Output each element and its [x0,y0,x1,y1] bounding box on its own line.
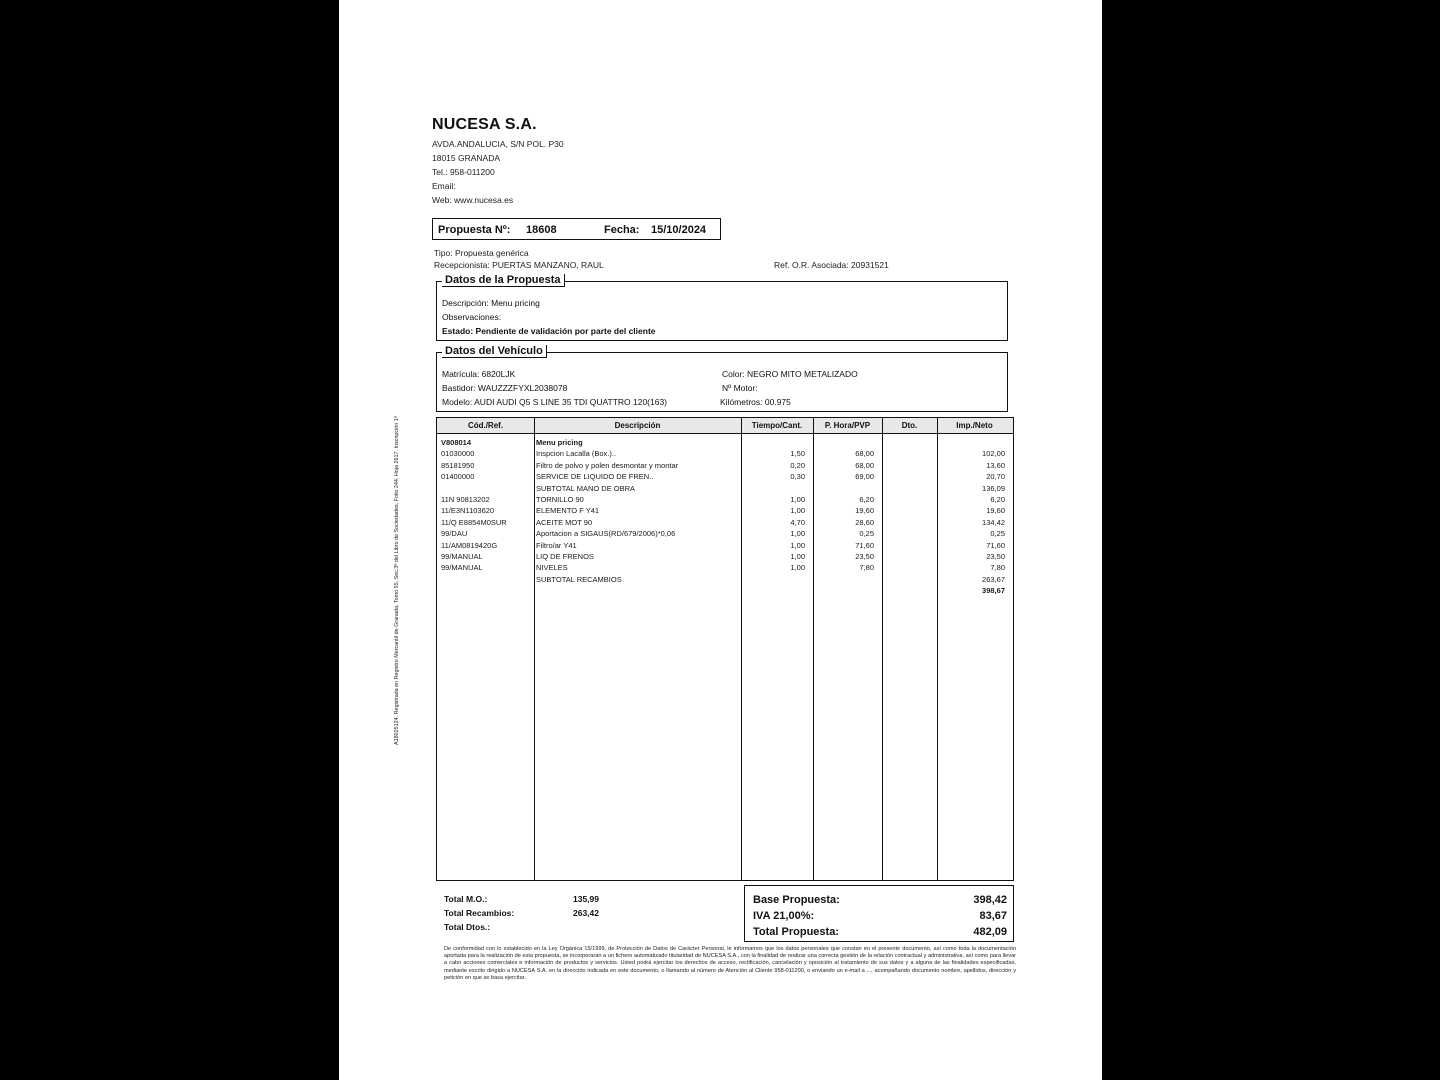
cell-net: 0,25 [990,529,1005,539]
base-label: Base Propuesta: [753,894,840,906]
cell-description: ELEMENTO F Y41 [536,506,600,516]
proposal-data-section [436,274,1008,341]
total-parts-label: Total Recambios: [444,908,515,918]
line-items-table [436,417,1014,881]
cell-description: Filtro/ar Y41 [536,540,577,550]
proposal-observations: Observaciones: [442,312,502,322]
cell-price: 68,00 [855,460,874,470]
cell-quantity: 1,00 [790,563,805,573]
cell-net: 71,60 [986,540,1005,550]
company-web: Web: www.nucesa.es [432,195,514,205]
total-parts-value: 263,42 [573,908,599,918]
proposal-ref: Ref. O.R. Asociada: 20931521 [774,260,889,270]
cell-description: Aportacion a SIGAUS(RD/679/2006)*0,06 [536,529,676,539]
company-phone: Tel.: 958-011200 [432,167,495,177]
cell-code: 11/AM0819420G [441,540,498,550]
company-city: 18015 GRANADA [432,153,501,163]
cell-code: 99/MANUAL [441,563,483,573]
cell-quantity: 1,00 [790,540,805,550]
cell-description: TORNILLO 90 [536,495,584,504]
cell-price: 7,80 [859,563,874,573]
cell-quantity: 0,20 [790,460,805,470]
cell-quantity: 1,00 [790,552,805,561]
company-name: NUCESA S.A. [432,116,537,133]
cell-description: ACEITE MOT 90 [536,517,593,527]
cell-net: 7,80 [990,563,1005,573]
proposal-header-box [432,218,721,240]
registry-sidenote: A18025124. Registrada en Registro Mercantil de Granada, Tomo 55, Sec.3ª del Libro de Sociedades, Folio 244, Hoja 2617. Inscripción 1ª [394,416,400,745]
table-column-divider [741,418,814,880]
proposal-status: Estado: Pendiente de validación por parte del cliente [442,326,656,336]
proposal-type: Tipo: Propuesta genérica [434,248,529,258]
proposal-data-title: Datos de la Propuesta [442,274,565,287]
cell-quantity: 4,70 [790,517,805,527]
cell-description: Menu pricing [536,438,583,447]
total-label: Total Propuesta: [753,926,839,938]
cell-price: 0,25 [859,529,874,539]
header-net: Imp./Neto [956,421,993,430]
cell-code: 01030000 [441,449,475,459]
cell-net: 102,00 [982,449,1005,459]
cell-quantity: 1,00 [790,495,805,504]
cell-net: 23,50 [986,552,1005,561]
cell-net: 20,70 [986,472,1005,482]
cell-code: 85181950 [441,460,475,470]
cell-description: SUBTOTAL MANO DE OBRA [536,483,636,493]
total-value: 482,09 [973,926,1007,938]
vehicle-title: Datos del Vehículo [442,345,547,358]
vehicle-color: Color: NEGRO MITO METALIZADO [722,369,858,379]
vehicle-engine: Nº Motor: [722,383,758,393]
vehicle-chassis: Bastidor: WAUZZZFYXL2038078 [442,383,568,393]
cell-quantity: 1,50 [790,449,805,459]
cell-price: 71,60 [855,540,874,550]
vehicle-model: Modelo: AUDI AUDI Q5 S LINE 35 TDI QUATTRO 120(163) [442,397,668,407]
cell-code: 01400000 [441,472,475,482]
header-description: Descripción [614,421,661,430]
cell-description: Filtro de polvo y polen desmontar y montar [536,460,679,470]
cell-net: 134,42 [982,517,1005,527]
cell-net: 13,60 [986,460,1005,470]
cell-description: Inspcion Lacalla (Box.).. [536,449,617,459]
cell-net: 398,67 [982,586,1005,596]
cell-code: 11N 90813202 [441,495,490,504]
proposal-receptionist: Recepcionista: PUERTAS MANZANO, RAUL [434,260,604,270]
header-quantity: Tiempo/Cant. [751,421,803,430]
proposal-date: 15/10/2024 [651,224,707,236]
cell-description: LIQ DE FRENOS [536,552,594,561]
cell-code: V808014 [441,438,472,447]
company-address: AVDA.ANDALUCIA, S/N POL. P30 [432,139,564,149]
cell-price: 19,60 [855,506,874,516]
base-value: 398,42 [973,894,1007,906]
cell-price: 69,00 [855,472,874,482]
document-page [339,0,1102,1080]
total-labour-label: Total M.O.: [444,894,488,904]
proposal-description: Descripción: Menu pricing [442,298,540,308]
cell-price: 28,60 [855,517,874,527]
cell-quantity: 0,30 [790,472,805,482]
cell-description: NIVELES [536,563,568,573]
legal-notice: De conformidad con lo establecido en la Ley Orgánica 15/1999, de Protección de Datos de Carácter Personal, le informamos que los datos personales que constan en el presente documento, así como toda la documentación aportada para la realización de esta propuesta, se incorporarán a un fichero automatizado titularidad de NUCESA S.A., con la finalidad de realizar una correcta gestión de la relación contractual y administrativa, así como para llevar a cabo acciones comerciales e información de productos y servicios. Usted podrá ejercitar los derechos de acceso, rectificación, cancelación y oposición al tratamiento de sus datos y a alguna de las finalidades especificadas, mediante escrito dirigido a NUCESA S.A. en la dirección indicada en este documento, o llamando al número de Atención al Cliente 958-011200, o enviando un e-mail a ..., acompañando documento nombre, apellidos, dirección y petición en que se basa ejercitar. [444,946,1016,981]
cell-net: 6,20 [990,495,1005,504]
proposal-number: 18608 [526,224,557,236]
table-column-divider [437,418,535,880]
cell-code: 11/E3N1103620 [441,506,495,516]
vehicle-plate: Matrícula: 6820LJK [442,369,516,379]
total-labour-value: 135,99 [573,894,599,904]
cell-price: 68,00 [855,449,874,459]
cell-code: 99/DAU [441,529,468,539]
cell-net: 19,60 [986,506,1005,516]
company-email: Email: [432,181,456,191]
totals-box [744,885,1014,942]
proposal-date-label: Fecha: [604,224,640,236]
iva-value: 83,67 [979,910,1007,922]
cell-price: 6,20 [859,495,874,504]
total-discounts-label: Total Dtos.: [444,922,491,932]
header-price: P. Hora/PVP [824,421,871,430]
vehicle-section [436,345,1008,412]
cell-net: 263,67 [982,574,1005,584]
header-discount: Dto. [901,421,918,430]
cell-code: 99/MANUAL [441,552,483,561]
cell-price: 23,50 [855,552,874,561]
cell-quantity: 1,00 [790,529,805,539]
table-column-divider [882,418,938,880]
vehicle-km: Kilómetros: 00.975 [720,397,791,407]
cell-quantity: 1,00 [790,506,805,516]
header-code: Cód./Ref. [467,421,504,430]
proposal-number-label: Propuesta Nº: [438,224,511,236]
table-column-divider [813,418,883,880]
cell-net: 136,09 [982,483,1005,493]
cell-code: 11/Q E8854M0SUR [441,517,507,527]
cell-description: SUBTOTAL RECAMBIOS [536,574,622,584]
cell-description: SERVICE DE LIQUIDO DE FREN.. [536,472,654,482]
iva-label: IVA 21,00%: [753,910,815,922]
